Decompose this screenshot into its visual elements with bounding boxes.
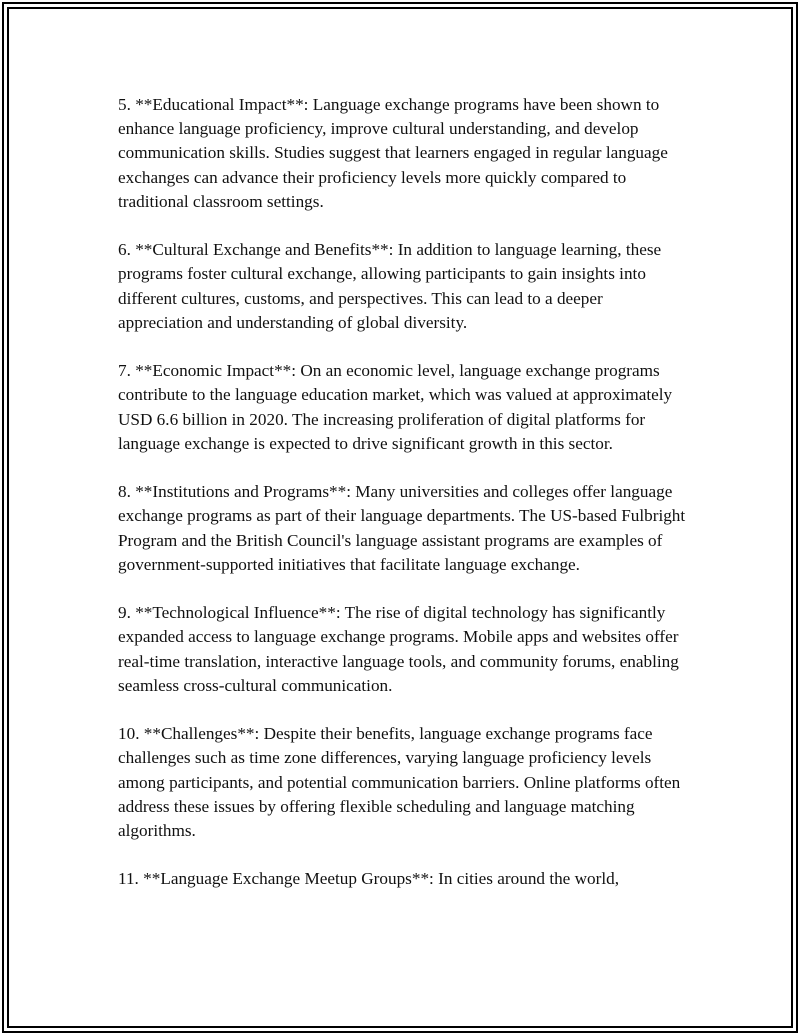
paragraph-educational-impact: 5. **Educational Impact**: Language exchange programs have been shown to enhance language proficiency, improve cultural understanding, and develop communication skills. Studies suggest that learners engaged in regular language exchanges can advance their proficiency levels more quickly compared to traditional classroom settings. [118, 95, 668, 211]
paragraph-challenges: 10. **Challenges**: Despite their benefits, language exchange programs face challenges such as time zone differences, varying language proficiency levels among participants, and potential communication barriers. Online platforms often address these issues by offering flexible scheduling and language matching algorithms. [118, 724, 681, 841]
paragraph-meetup-groups: 11. **Language Exchange Meetup Groups**: In cities around the world, [118, 869, 620, 889]
paragraph-cultural-exchange: 6. **Cultural Exchange and Benefits**: In addition to language learning, these programs foster cultural exchange, allowing participants to gain insights into different cultures, customs, and perspectives. This can lead to a deeper appreciation and understanding of global diversity. [118, 240, 662, 332]
paragraph-technological-influence: 9. **Technological Influence**: The rise of digital technology has significantly expanded access to language exchange programs. Mobile apps and websites offer real-time translation, interactive language tools, and community forums, enabling seamless cross-cultural communication. [118, 603, 679, 695]
paragraph-institutions-programs: 8. **Institutions and Programs**: Many universities and colleges offer language exchange programs as part of their language departments. The US-based Fulbright Program and the British Council's language assistant programs are examples of government-supported initiatives that facilitate language exchange. [118, 482, 686, 574]
document-body [118, 93, 688, 916]
paragraph-economic-impact: 7. **Economic Impact**: On an economic level, language exchange programs contribute to the language education market, which was valued at approximately USD 6.6 billion in 2020. The increasing proliferation of digital platforms for language exchange is expected to drive significant growth in this sector. [118, 361, 673, 453]
